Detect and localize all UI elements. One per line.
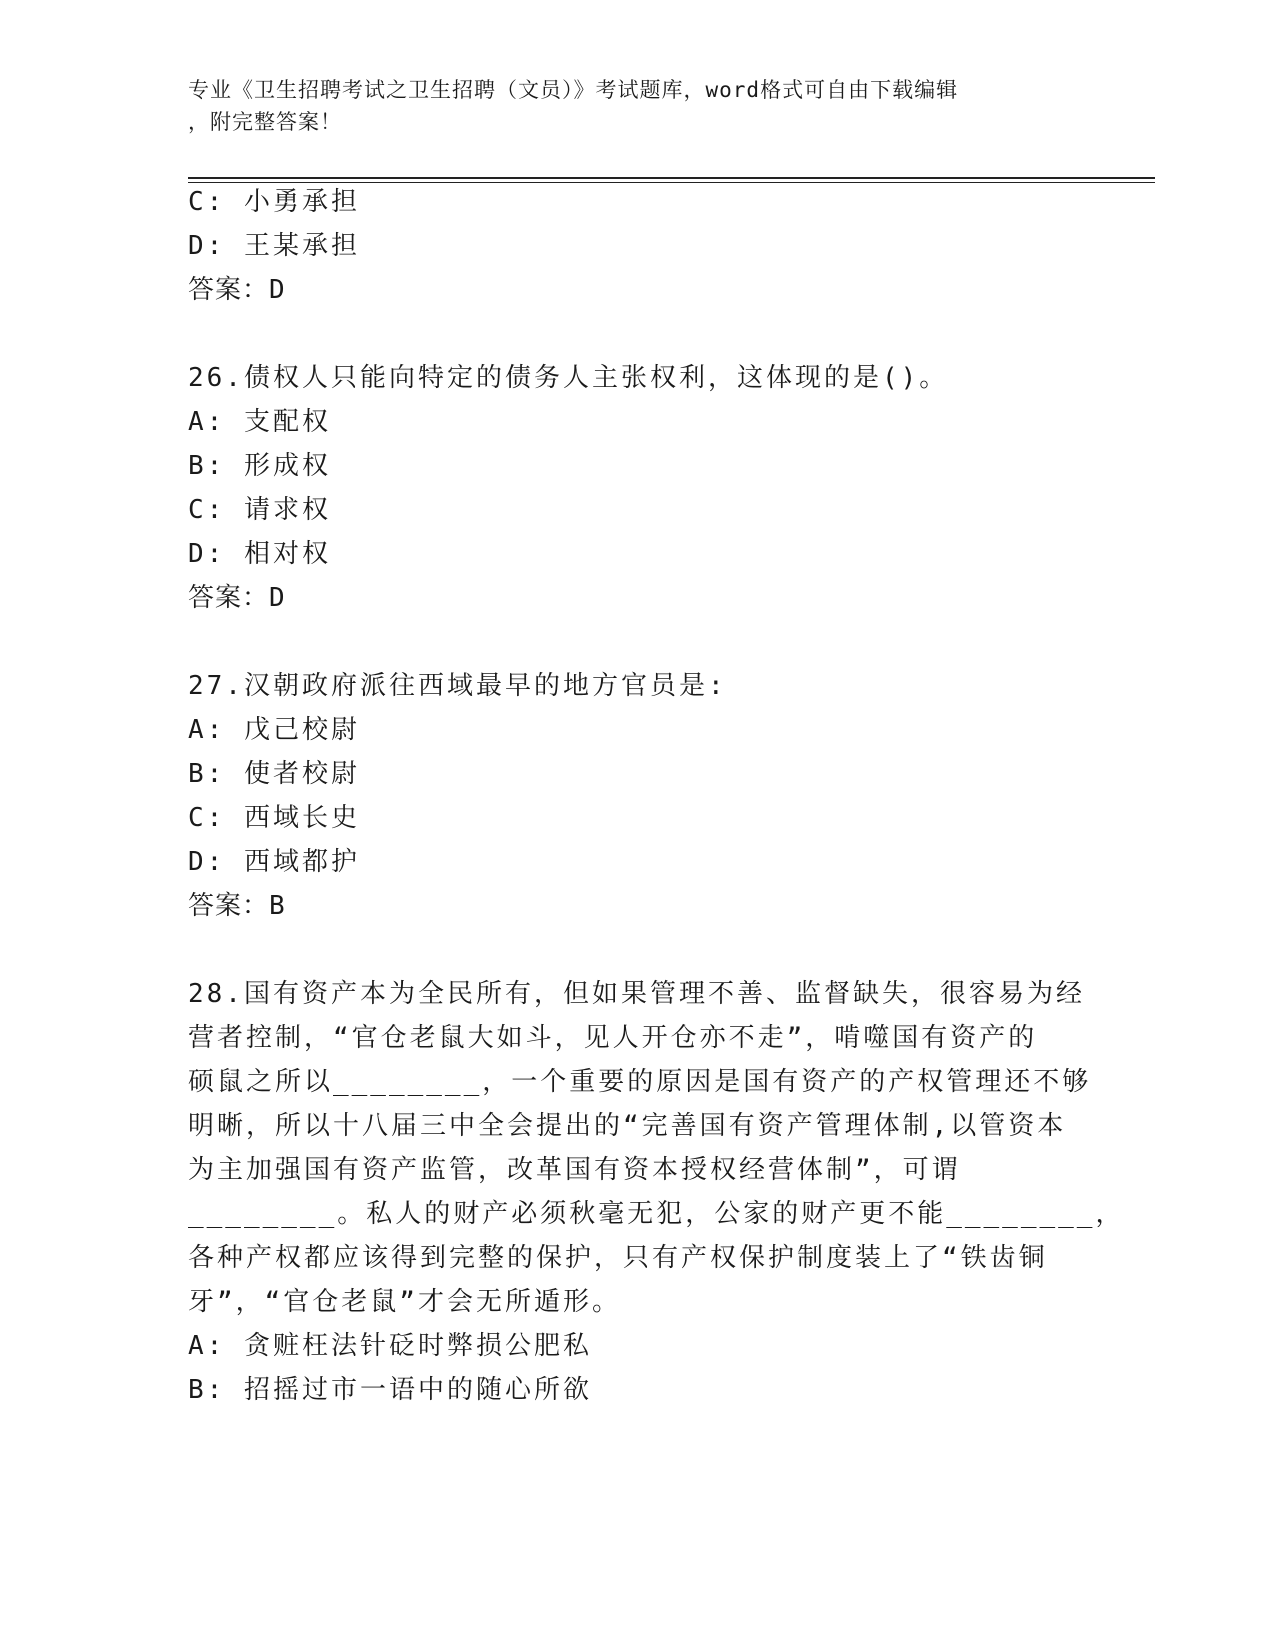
q26-option-b: B: 形成权 [188,451,331,481]
q26-option-a: A: 支配权 [188,407,331,437]
q25-answer: 答案：D [188,275,286,305]
q28-stem-line: ________。私人的财产必须秋毫无犯，公家的财产更不能________， [188,1199,1125,1229]
header-line-1: 专业《卫生招聘考试之卫生招聘（文员）》考试题库，word格式可自由下载编辑 [188,78,959,102]
q28-option-a: A: 贪赃枉法针砭时弊损公肥私 [188,1331,592,1361]
header-divider-thin [188,182,1155,183]
q28-stem-line: 牙”，“官仓老鼠”才会无所遁形。 [188,1287,621,1317]
q25-option-d: D: 王某承担 [188,231,360,261]
q28-stem-line: 营者控制，“官仓老鼠大如斗，见人开仓亦不走”，啃噬国有资产的 [188,1023,1038,1053]
q27-option-c: C: 西域长史 [188,803,360,833]
document-header [188,74,1088,138]
q28-option-b: B: 招摇过市一语中的随心所欲 [188,1375,592,1405]
q26-option-c: C: 请求权 [188,495,331,525]
header-divider-thick [188,177,1155,179]
q26-option-d: D: 相对权 [188,539,331,569]
q28-stem-line: 硕鼠之所以________，一个重要的原因是国有资产的产权管理还不够 [188,1067,1092,1097]
q27-option-d: D: 西域都护 [188,847,360,877]
q27-answer: 答案：B [188,891,286,921]
q27-option-a: A: 戊己校尉 [188,715,360,745]
q27-option-b: B: 使者校尉 [188,759,360,789]
q28-stem-line: 为主加强国有资产监管，改革国有资本授权经营体制”，可谓 [188,1155,961,1185]
q28-stem-line: 28.国有资产本为全民所有，但如果管理不善、监督缺失，很容易为经 [188,979,1085,1009]
q25-option-c: C: 小勇承担 [188,187,360,217]
q28-stem-line: 各种产权都应该得到完整的保护，只有产权保护制度装上了“铁齿铜 [188,1243,1048,1273]
q26-stem: 26.债权人只能向特定的债务人主张权利，这体现的是()。 [188,363,949,393]
q27-stem: 27.汉朝政府派往西域最早的地方官员是: [188,671,727,701]
header-line-2: ，附完整答案！ [188,110,342,134]
q26-answer: 答案：D [188,583,286,613]
q28-stem-line: 明晰，所以十八届三中全会提出的“完善国有资产管理体制,以管资本 [188,1111,1067,1141]
